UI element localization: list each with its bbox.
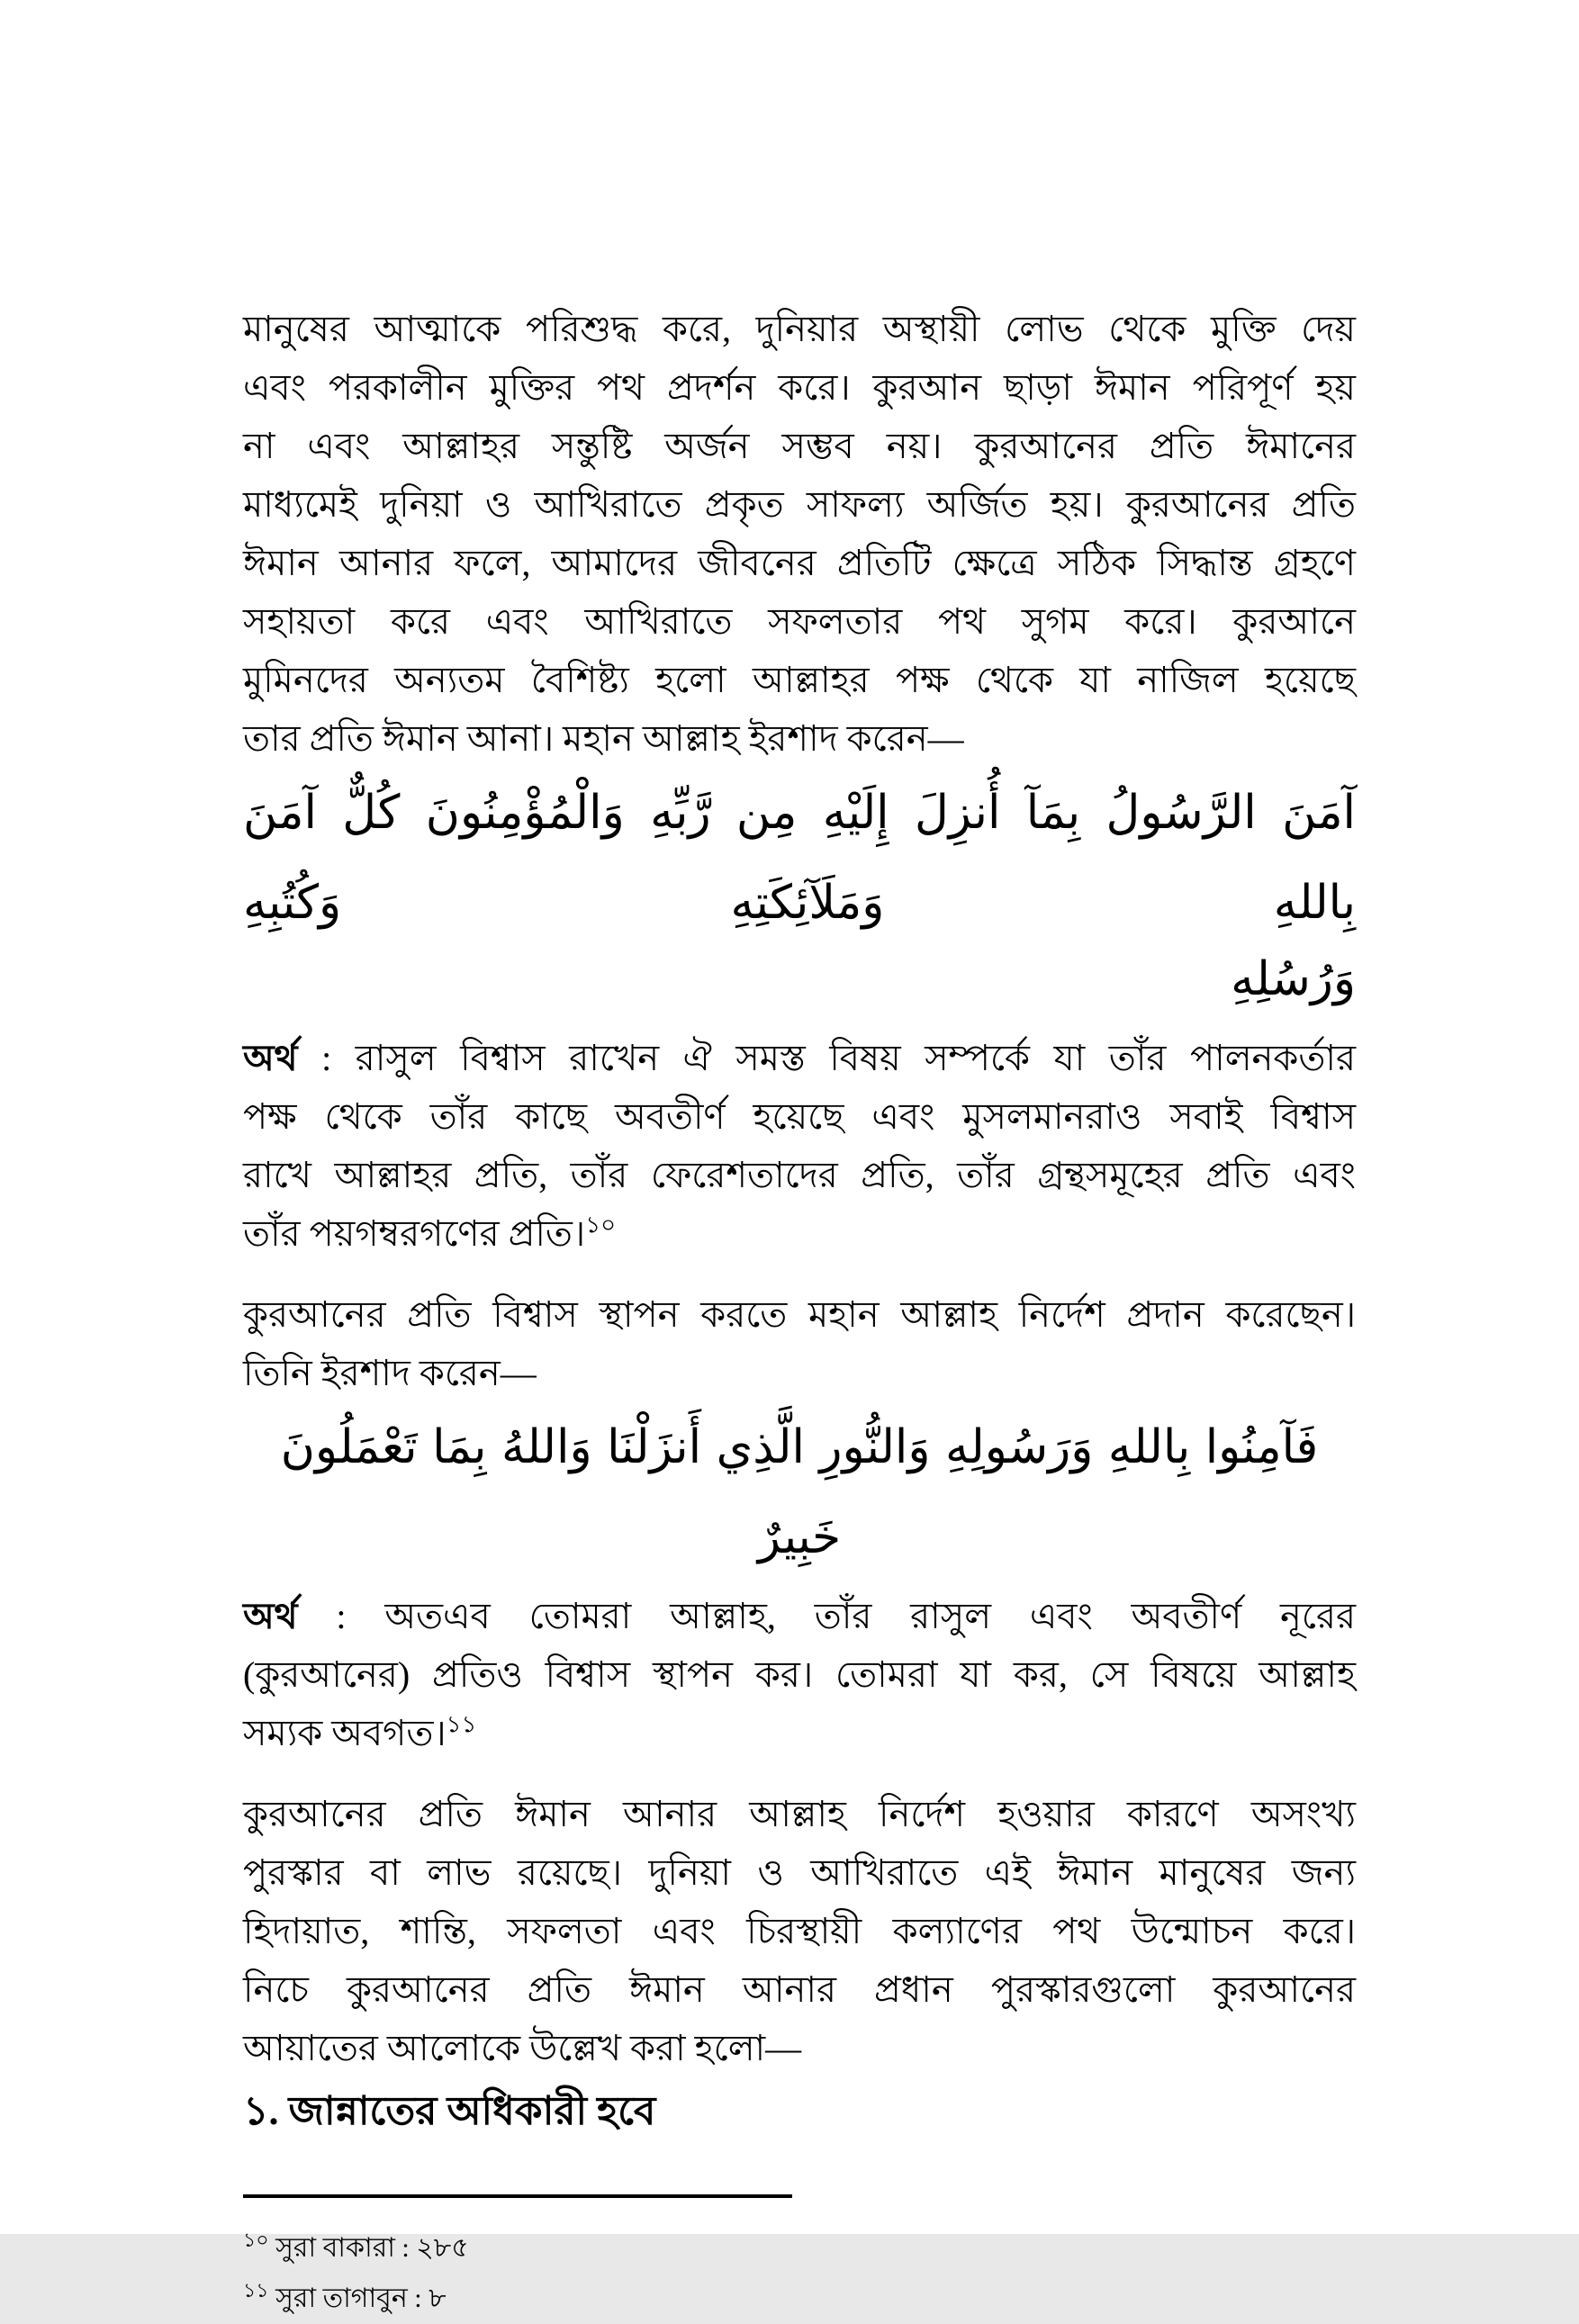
text-span: : অতএব তোমরা আল্লাহ, তাঁর রাসুল এবং অবতীর্ণ নূরের [336, 1596, 1357, 1636]
arabic-verse-1 [243, 768, 1356, 1011]
text-line: রাখে আল্লাহর প্রতি, তাঁর ফেরেশতাদের প্রতি, তাঁর গ্রন্থসমূহের প্রতি এবং [243, 1155, 1356, 1195]
text-span: তাঁর পয়গম্বরগণের প্রতি। [243, 1213, 586, 1254]
footnote-ref-10: ১০ [585, 1212, 616, 1239]
footnote-item [243, 2274, 1356, 2324]
footnotes [243, 2223, 1356, 2324]
arabic-verse-line: آمَنَ الرَّسُولُ بِمَآ أُنزِلَ إِلَيْهِ مِن رَّبِّهِ وَالْمُؤْمِنُونَ كُلٌّ آمَنَ بِاللهِ وَمَلَآئِكَتِهِ وَكُتُبِهِ [243, 786, 1356, 930]
text-line: তার প্রতি ঈমান আনা। মহান আল্লাহ ইরশাদ করেন— [243, 718, 964, 759]
page-content [243, 300, 1356, 2324]
text-line [243, 1029, 1356, 1087]
meaning-label: অর্থ [243, 1596, 298, 1636]
text-line: মুমিনদের অন্যতম বৈশিষ্ট্য হলো আল্লাহর পক্ষ থেকে যা নাজিল হয়েছে [243, 660, 1356, 700]
text-line: না এবং আল্লাহর সন্তুষ্টি অর্জন সম্ভব নয়। কুরআনের প্রতি ঈমানের [243, 426, 1356, 466]
text-line: (কুরআনের) প্রতিও বিশ্বাস স্থাপন কর। তোমরা যা কর, সে বিষয়ে আল্লাহ [243, 1654, 1356, 1695]
footnote-number: ১১ [243, 2279, 269, 2301]
body-paragraph-1 [243, 300, 1356, 768]
footnote-text: সুরা তাগাবুন : ৮ [275, 2283, 447, 2313]
footnote-separator [243, 2194, 792, 2198]
text-span: সম্যক অবগত। [243, 1713, 447, 1753]
text-line: আয়াতের আলোকে উল্লেখ করা হলো— [243, 2028, 802, 2068]
arabic-verse-2: فَآمِنُوا بِاللهِ وَرَسُولِهِ وَالنُّورِ الَّذِي أَنزَلْنَا وَاللهُ بِمَا تَعْمَلُونَ خَبِيرٌ [280, 1420, 1319, 1564]
footnote-text: সুরা বাকারা : ২৮৫ [275, 2233, 469, 2263]
text-line [243, 1204, 1356, 1263]
arabic-verse-line: وَرُسُلِهِ [1231, 952, 1356, 1006]
text-line: তিনি ইরশাদ করেন— [243, 1353, 537, 1393]
body-paragraph-3 [243, 1785, 1356, 2077]
body-paragraph-2 [243, 1285, 1356, 1402]
text-line: কুরআনের প্রতি ঈমান আনার আল্লাহ নির্দেশ হওয়ার কারণে অসংখ্য [243, 1794, 1356, 1834]
text-span: : রাসুল বিশ্বাস রাখেন ঐ সমস্ত বিষয় সম্পর্কে যা তাঁর পালনকর্তার [321, 1038, 1357, 1078]
text-line: পক্ষ থেকে তাঁর কাছে অবতীর্ণ হয়েছে এবং মুসলমানরাও সবাই বিশ্বাস [243, 1096, 1356, 1137]
meaning-label: অর্থ [243, 1038, 298, 1078]
footnote-ref-11: ১১ [446, 1711, 477, 1738]
text-line: এবং পরকালীন মুক্তির পথ প্রদর্শন করে। কুরআন ছাড়া ঈমান পরিপূর্ণ হয় [243, 367, 1356, 408]
section-heading: ১. জান্নাতের অধিকারী হবে [243, 2089, 656, 2133]
text-line: হিদায়াত, শান্তি, সফলতা এবং চিরস্থায়ী কল্যাণের পথ উন্মোচন করে। [243, 1911, 1356, 1951]
translation-paragraph-2 [243, 1587, 1356, 1762]
text-line: সহায়তা করে এবং আখিরাতে সফলতার পথ সুগম করে। কুরআনে [243, 601, 1356, 642]
text-line: কুরআনের প্রতি বিশ্বাস স্থাপন করতে মহান আল্লাহ নির্দেশ প্রদান করেছেন। [243, 1294, 1356, 1335]
text-line [243, 1704, 1356, 1762]
text-line: মানুষের আত্মাকে পরিশুদ্ধ করে, দুনিয়ার অস্থায়ী লোভ থেকে মুক্তি দেয় [243, 309, 1356, 349]
text-line: পুরস্কার বা লাভ রয়েছে। দুনিয়া ও আখিরাতে এই ঈমান মানুষের জন্য [243, 1852, 1356, 1893]
text-line [243, 1587, 1356, 1645]
footnote-number: ১০ [243, 2229, 269, 2251]
footnote-item [243, 2223, 1356, 2274]
translation-paragraph-1 [243, 1029, 1356, 1263]
text-line: ঈমান আনার ফলে, আমাদের জীবনের প্রতিটি ক্ষেত্রে সঠিক সিদ্ধান্ত গ্রহণে [243, 543, 1356, 583]
text-line: নিচে কুরআনের প্রতি ঈমান আনার প্রধান পুরস্কারগুলো কুরআনের [243, 1969, 1356, 2010]
text-line: মাধ্যমেই দুনিয়া ও আখিরাতে প্রকৃত সাফল্য অর্জিত হয়। কুরআনের প্রতি [243, 484, 1356, 525]
